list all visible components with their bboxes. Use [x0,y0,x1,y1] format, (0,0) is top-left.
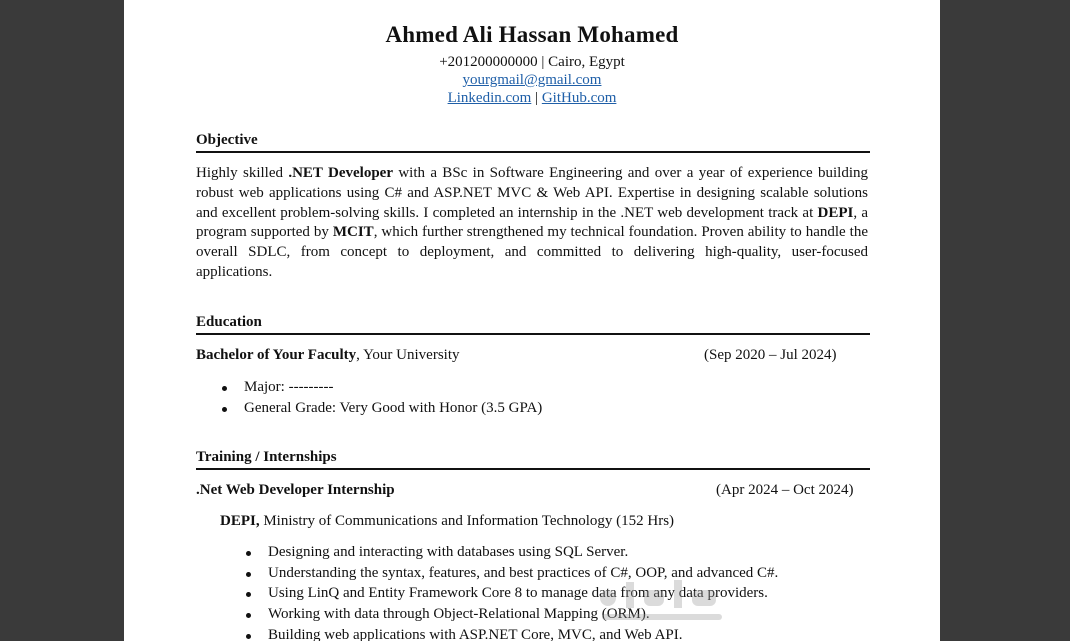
list-item-text: Understanding the syntax, features, and best practices of C#, OOP, and advanced C#. [268,564,779,581]
link-separator: | [531,90,542,106]
email-line [124,72,940,89]
list-item-text: Major: --------- [244,379,334,395]
training-organization [220,513,674,530]
objective-text-part: Highly skilled [196,165,289,181]
training-org-detail: Ministry of Communications and Information Technology (152 Hrs) [259,513,675,529]
objective-bold-depi: DEPI [817,204,854,221]
list-item [220,400,542,421]
resume-page [124,0,940,641]
education-degree-line [196,347,460,364]
github-link[interactable]: GitHub.com [541,90,617,106]
objective-text-part: with a BSc in Software Engineering and over a year of experience building robust web applications using C# and ASP.NET MVC & Web API. Expertise in designing scalable solutions and excellent problem-solving skills. I completed an internship in the .NET web development track at [196,165,869,221]
objective-text [196,164,868,283]
education-list [220,379,542,421]
phone-location: +201200000000 | Cairo, Egypt [439,54,625,70]
education-university: , Your University [356,347,460,363]
list-item-text: General Grade: Very Good with Honor (3.5 GPA) [244,400,543,416]
objective-bold-mcit: MCIT [332,224,374,241]
profile-links [124,90,940,107]
objective-text-part: , a program supported by [196,204,868,241]
linkedin-link[interactable]: Linkedin.com [447,90,532,106]
bullet-icon [222,386,227,391]
list-item [244,585,778,606]
resume-name: Ahmed Ali Hassan Mohamed [385,22,679,47]
training-org-name: DEPI, [220,513,260,529]
education-dates: (Sep 2020 – Jul 2024) [704,347,837,363]
objective-heading: Objective [196,132,870,153]
bullet-icon [246,551,251,556]
list-item-text: Designing and interacting with databases using SQL Server. [268,544,629,560]
bullet-icon [246,592,251,597]
email-link[interactable]: yourgmail@gmail.com [462,72,602,88]
training-heading: Training / Internships [196,449,870,470]
list-item-text: Using LinQ and Entity Framework Core 8 to manage data from any data providers. [268,585,768,602]
list-item-text: Working with data through Object-Relational Mapping (ORM). [268,606,650,623]
bullet-icon [222,407,227,412]
list-item [244,565,778,586]
training-title: .Net Web Developer Internship [196,482,395,498]
training-dates: (Apr 2024 – Oct 2024) [716,482,854,498]
education-degree: Bachelor of Your Faculty [196,347,357,363]
education-heading: Education [196,314,870,335]
objective-text-part: , which further strengthened my technical foundation. Proven ability to handle the overall SDLC, from concept to deployment, and committed to delivering high-quality, user-focused applications. [196,224,868,280]
bullet-icon [246,613,251,618]
training-list [244,544,778,641]
objective-bold-role: .NET Developer [288,165,393,181]
list-item [244,544,778,565]
bullet-icon [246,572,251,577]
list-item [220,379,542,400]
list-item [244,606,778,627]
bullet-icon [246,634,251,639]
list-item-text: Building web applications with ASP.NET Core, MVC, and Web API. [268,626,683,641]
list-item [244,627,778,641]
